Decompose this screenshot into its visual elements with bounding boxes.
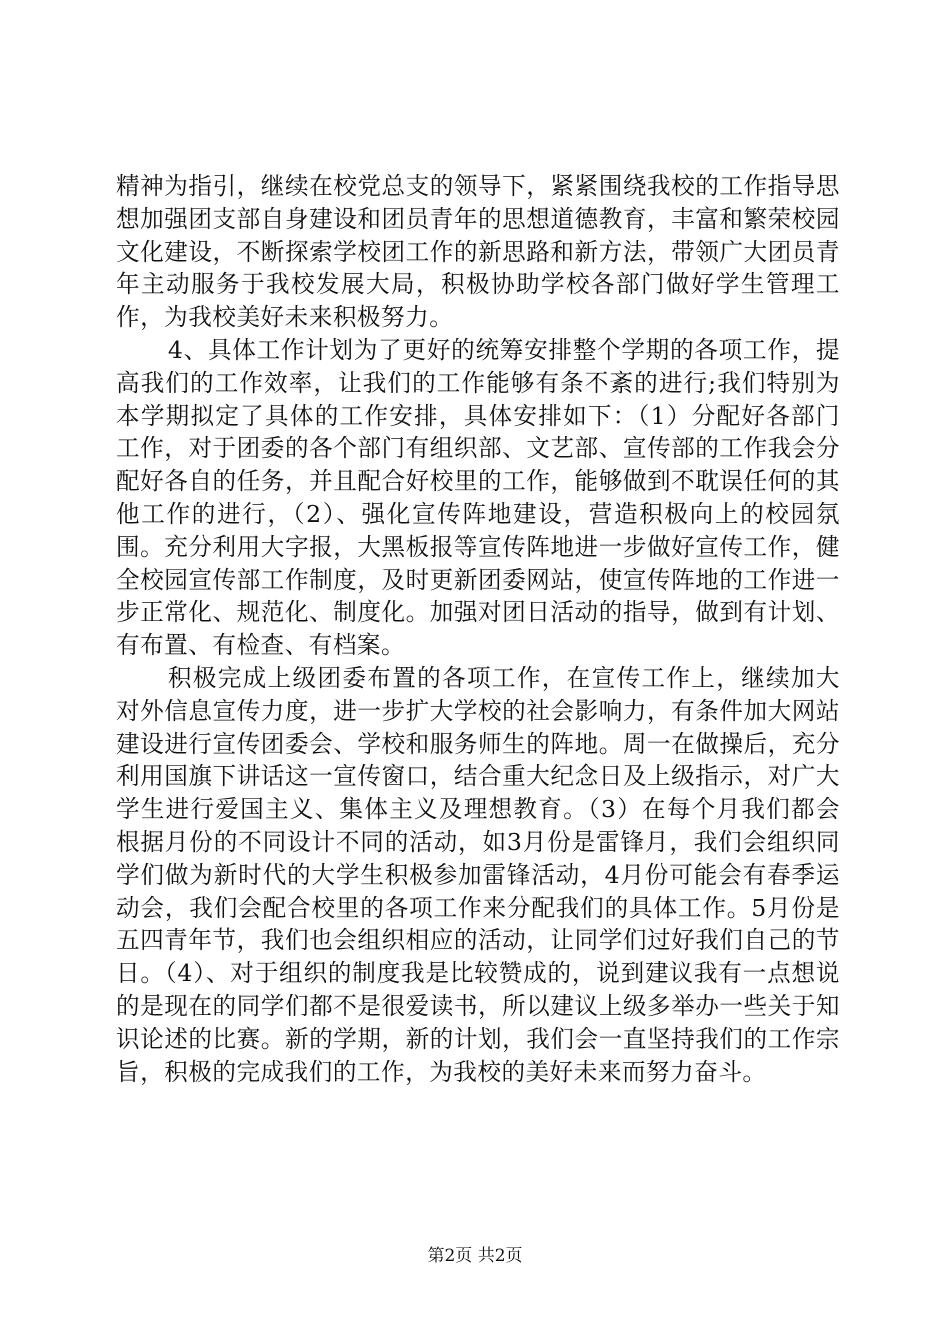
document-body [116,170,840,1088]
paragraph-work-plan: 4、具体工作计划为了更好的统筹安排整个学期的各项工作，提高我们的工作效率，让我们的工作能够有条不紊的进行;我们特别为本学期拟定了具体的工作安排，具体安排如下：（1）分配好各部门工作，对于团委的各个部门有组织部、文艺部、宣传部的工作我会分配好各自的任务，并且配合好校里的工作，能够做到不耽误任何的其他工作的进行，（2）、强化宣传阵地建设，营造积极向上的校园氛围。充分利用大字报，大黑板报等宣传阵地进一步做好宣传工作，健全校园宣传部工作制度，及时更新团委网站，使宣传阵地的工作进一步正常化、规范化、制度化。加强对团日活动的指导，做到有计划、有布置、有检查、有档案。 [116,335,840,660]
page-footer: 第2页 共2页 [427,1246,523,1266]
paragraph-publicity: 积极完成上级团委布置的各项工作，在宣传工作上，继续加大对外信息宣传力度，进一步扩大学校的社会影响力，有条件加大网站建设进行宣传团委会、学校和服务师生的阵地。周一在做操后，充分利用国旗下讲话这一宣传窗口，结合重大纪念日及上级指示，对广大学生进行爱国主义、集体主义及理想教育。（3）在每个月我们都会根据月份的不同设计不同的活动，如3月份是雷锋月，我们会组织同学们做为新时代的大学生积极参加雷锋活动，4月份可能会有春季运动会，我们会配合校里的各项工作来分配我们的具体工作。5月份是五四青年节，我们也会组织相应的活动，让同学们过好我们自己的节日。（4）、对于组织的制度我是比较赞成的，说到建议我有一点想说的是现在的同学们都不是很爱读书，所以建议上级多举办一些关于知识论述的比赛。新的学期，新的计划，我们会一直坚持我们的工作宗旨，积极的完成我们的工作，为我校的美好未来而努力奋斗。 [116,663,840,1086]
paragraph-continued: 精神为指引，继续在校党总支的领导下，紧紧围绕我校的工作指导思想加强团支部自身建设和团员青年的思想道德教育，丰富和繁荣校园文化建设，不断探索学校团工作的新思路和新方法，带领广大团员青年主动服务于我校发展大局，积极协助学校各部门做好学生管理工作，为我校美好未来积极努力。 [116,172,840,332]
